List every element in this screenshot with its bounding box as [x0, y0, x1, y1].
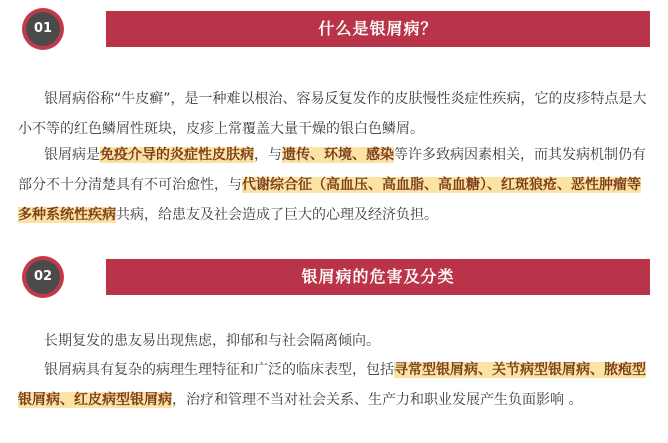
- text-span: 银屑病具有复杂的病理生理特征和广泛的临床表型，包括: [44, 362, 394, 378]
- highlight-immune: 免疫介导的炎症性皮肤病: [100, 147, 254, 163]
- text-span: 共病，给患友及社会造成了巨大的心理及经济负担。: [116, 207, 438, 223]
- highlight-comorbidities: 代谢综合征（高血压、高血脂、高血糖）、红斑狼疮、恶性肿瘤等多种系统性疾病: [18, 177, 641, 223]
- section-1-title: 什么是银屑病？: [106, 11, 650, 47]
- section-1-paragraph-2: [18, 140, 654, 230]
- section-1-paragraph-1: 银屑病俗称“牛皮癣”，是一种难以根治、容易反复发作的皮肤慢性炎症性疾病，它的皮疹特点是大小不等的红色鳞屑性斑块，皮疹上常覆盖大量干燥的银白色鳞屑。: [18, 91, 647, 137]
- text-span: 银屑病是: [44, 147, 100, 163]
- section-1-number-badge: 01: [26, 12, 60, 46]
- text-span: 等许多致病因素相关，而其发病机制仍有部分不十分清楚具有不可治愈性，与: [18, 147, 646, 193]
- section-2-header: [0, 260, 668, 300]
- section-2-paragraph-2: [18, 355, 654, 415]
- text-span: ，与: [254, 147, 282, 163]
- highlight-factors: 遗传、环境、感染: [282, 147, 394, 163]
- section-2-title: 银屑病的危害及分类: [106, 259, 650, 295]
- text-span: ，治疗和管理不当对社会关系、生产力和职业发展产生负面影响 。: [172, 392, 583, 408]
- section-2-paragraph-1: 长期复发的患友易出现焦虑，抑郁和与社会隔离倾向。: [44, 333, 380, 349]
- highlight-types: 寻常型银屑病、关节病型银屑病、脓疱型银屑病、红皮病型银屑病: [18, 362, 646, 408]
- section-1-header: [0, 12, 668, 52]
- section-2-number-badge: 02: [26, 260, 60, 294]
